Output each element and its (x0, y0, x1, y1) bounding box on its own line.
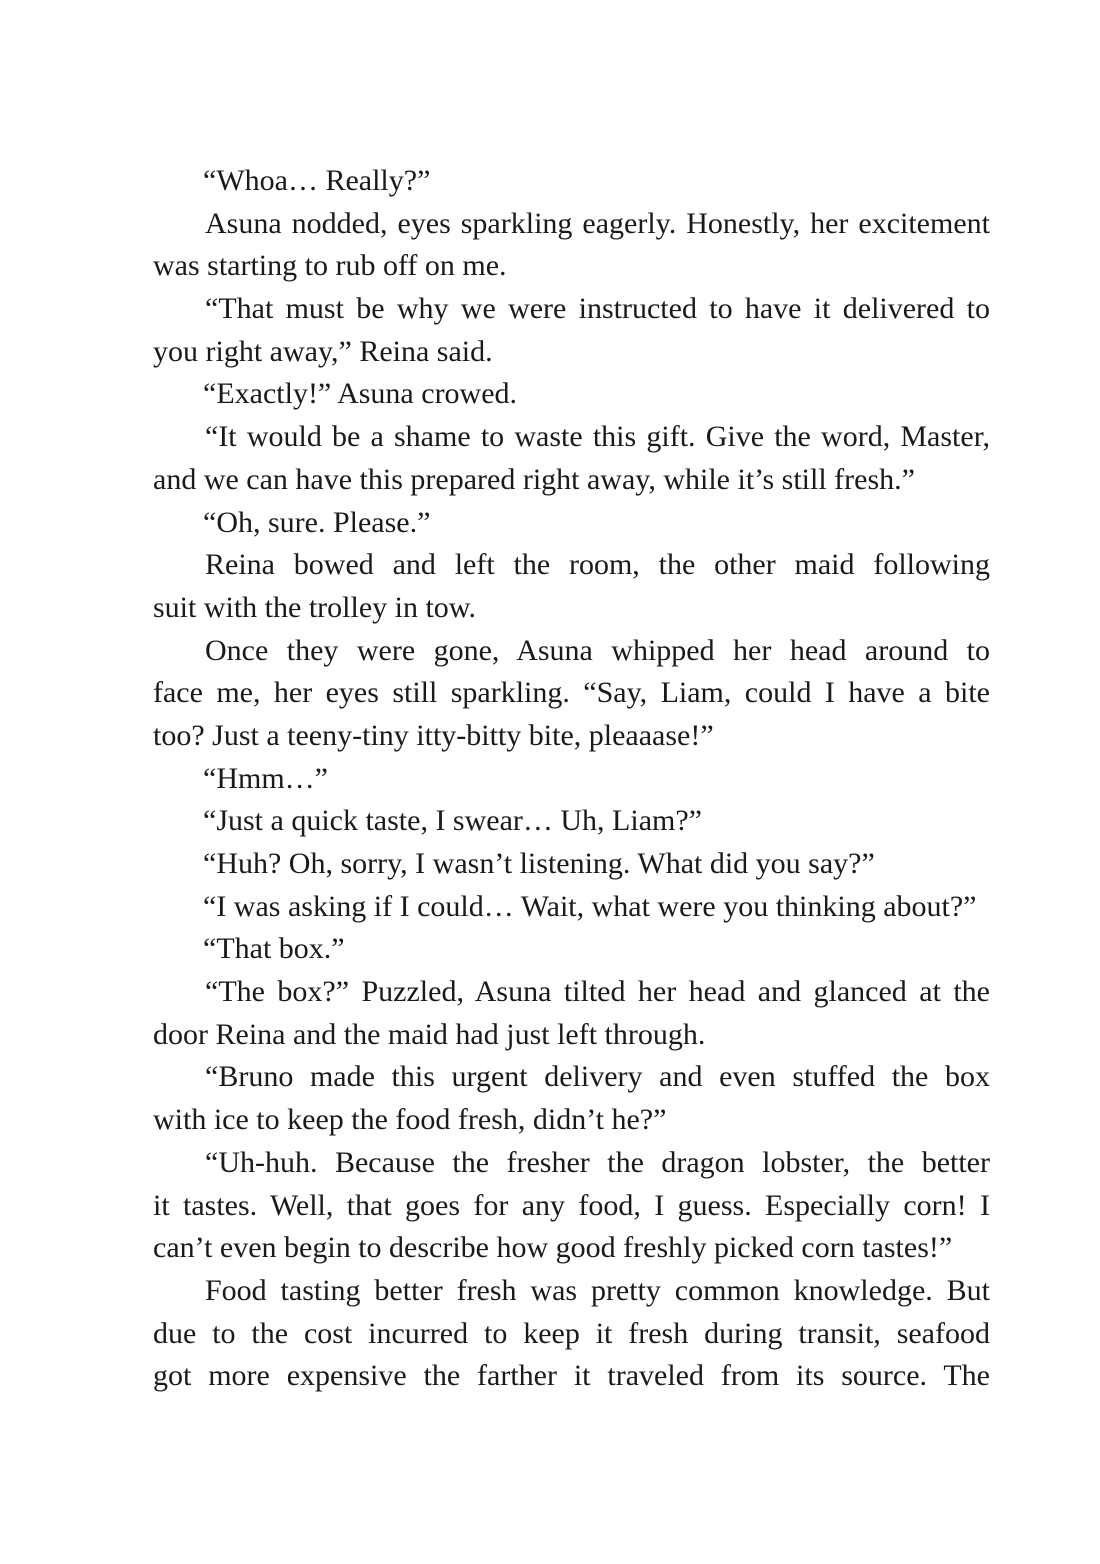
text-line: “I was asking if I could… Wait, what were you thinking about?” (203, 889, 977, 923)
text-line: “Hmm…” (203, 761, 328, 795)
text-line: got more expensive the farther it traveled from its source. The (153, 1359, 990, 1393)
text-line: “It would be a shame to waste this gift. Give the word, Master, (205, 420, 990, 454)
text-line: door Reina and the maid had just left through. (153, 1017, 706, 1051)
text-line: face me, her eyes still sparkling. “Say, Liam, could I have a bite (153, 676, 990, 710)
text-line: Reina bowed and left the room, the other maid following (205, 548, 990, 582)
page-body-text (153, 160, 990, 1398)
text-line: “Bruno made this urgent delivery and even stuffed the box (205, 1060, 990, 1094)
text-line: Once they were gone, Asuna whipped her head around to (205, 633, 990, 667)
text-line: “Just a quick taste, I swear… Uh, Liam?” (203, 804, 702, 838)
text-line: “Huh? Oh, sorry, I wasn’t listening. What did you say?” (203, 847, 875, 880)
text-line: Asuna nodded, eyes sparkling eagerly. Honestly, her excitement (205, 206, 990, 240)
text-line: with ice to keep the food fresh, didn’t he?” (153, 1103, 667, 1137)
text-line: “Whoa… Really?” (203, 164, 431, 197)
text-line: “That box.” (203, 932, 345, 966)
text-line: was starting to rub off on me. (153, 249, 507, 283)
text-line: “Uh-huh. Because the fresher the dragon lobster, the better (205, 1145, 990, 1179)
text-line: Food tasting better fresh was pretty common knowledge. But (205, 1273, 990, 1307)
text-line: due to the cost incurred to keep it fresh during transit, seafood (153, 1316, 990, 1350)
text-line: “Exactly!” Asuna crowed. (203, 377, 518, 411)
text-line: too? Just a teeny-tiny itty-bitty bite, pleaaase!” (153, 718, 714, 752)
text-line: and we can have this prepared right away, while it’s still fresh.” (153, 462, 915, 496)
text-line: it tastes. Well, that goes for any food, I guess. Especially corn! I (153, 1188, 990, 1222)
text-line: can’t even begin to describe how good freshly picked corn tastes!” (153, 1231, 953, 1265)
text-line: “Oh, sure. Please.” (203, 505, 431, 539)
text-line: you right away,” Reina said. (153, 334, 493, 368)
text-line: suit with the trolley in tow. (153, 590, 477, 624)
text-line: “That must be why we were instructed to have it delivered to (205, 292, 990, 326)
text-line: “The box?” Puzzled, Asuna tilted her head and glanced at the (205, 975, 990, 1009)
